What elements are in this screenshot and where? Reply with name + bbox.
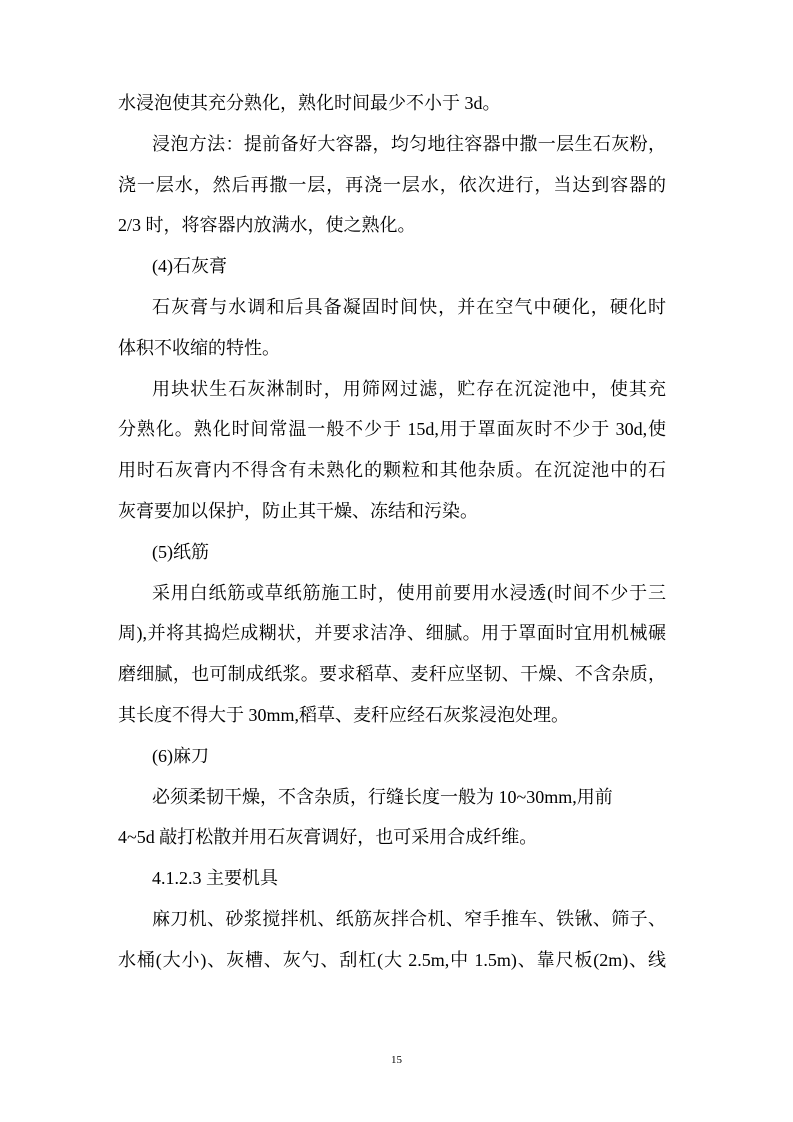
text-line: 浇一层水，然后再撒一层，再浇一层水，依次进行，当达到容器的 [118,174,666,195]
text-line: 体积不收缩的特性。 [118,337,280,358]
text-line: 用块状生石灰淋制时，用筛网过滤，贮存在沉淀池中，使其充 [152,378,666,399]
text-line: 2/3 时，将容器内放满水，使之熟化。 [118,215,416,236]
text-line: 必须柔韧干燥，不含杂质，行缝长度一般为 10~30mm,用前 [152,786,613,807]
text-line: 麻刀机、砂浆搅拌机、纸筋灰拌合机、窄手推车、铁锹、筛子、 [152,908,666,929]
text-line: 石灰膏与水调和后具备凝固时间快，并在空气中硬化，硬化时 [152,296,666,317]
body-text [118,83,666,981]
text-line: 采用白纸筋或草纸筋施工时，使用前要用水浸透(时间不少于三 [152,582,666,603]
heading-hemp-fiber: (6)麻刀 [152,745,209,766]
heading-paper-fiber: (5)纸筋 [152,541,209,562]
text-line: 分熟化。熟化时间常温一般不少于 15d,用于罩面灰时不少于 30d,使 [118,419,666,440]
text-line: 水浸泡使其充分熟化，熟化时间最少不小于 3d。 [118,93,501,113]
text-line: 其长度不得大于 30mm,稻草、麦秆应经石灰浆浸泡处理。 [118,704,569,725]
text-line: 磨细腻，也可制成纸浆。要求稻草、麦秆应坚韧、干燥、不含杂质， [118,664,666,685]
heading-main-tools: 4.1.2.3 主要机具 [152,868,278,889]
text-line: 水桶(大小)、灰槽、灰勺、刮杠(大 2.5m,中 1.5m)、靠尺板(2m)、线 [118,949,666,970]
heading-lime-paste: (4)石灰膏 [152,256,227,277]
page-number: 15 [391,1054,402,1066]
text-line: 用时石灰膏内不得含有未熟化的颗粒和其他杂质。在沉淀池中的石 [118,460,666,481]
text-line: 4~5d 敲打松散并用石灰膏调好，也可采用合成纤维。 [118,827,538,848]
text-line: 灰膏要加以保护，防止其干燥、冻结和污染。 [118,500,478,521]
text-line: 周),并将其捣烂成糊状，并要求洁净、细腻。用于罩面时宜用机械碾 [118,623,666,644]
paragraph-soaking-method: 浸泡方法：提前备好大容器，均匀地往容器中撒一层生石灰粉， [152,133,666,154]
